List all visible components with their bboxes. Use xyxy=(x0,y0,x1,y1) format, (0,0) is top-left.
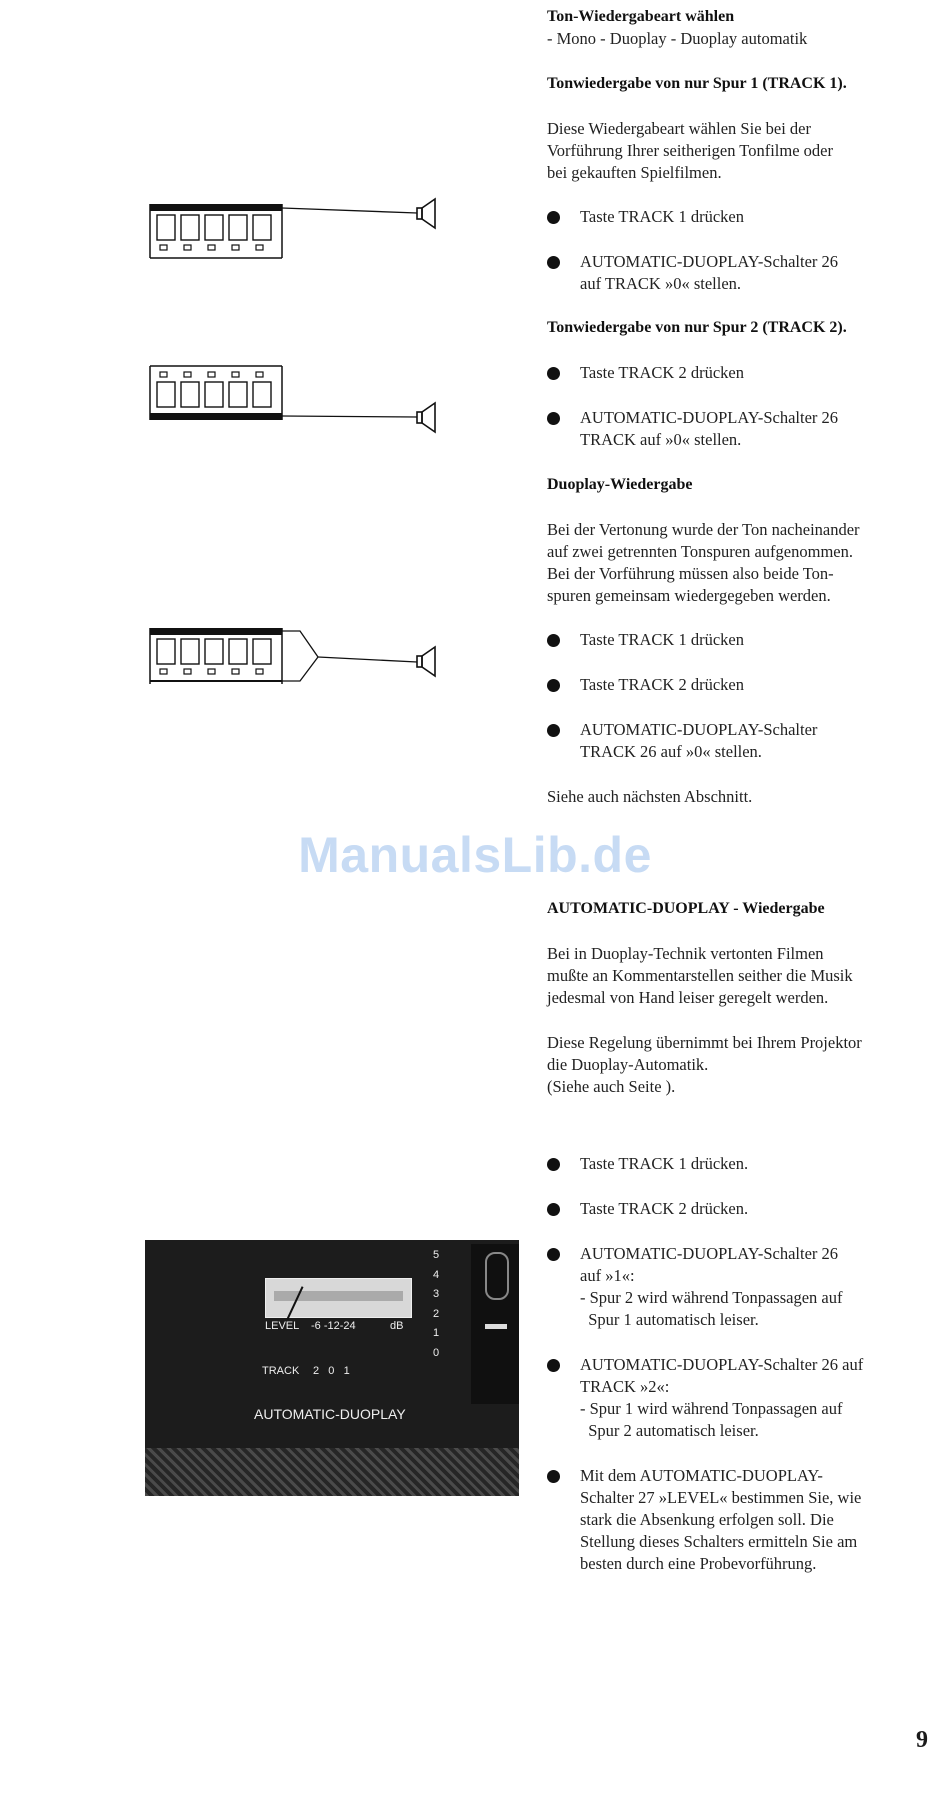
speaker-icon xyxy=(417,199,435,228)
list-item: Taste TRACK 2 drücken. xyxy=(547,1198,937,1220)
meter-scale: 5 4 3 2 1 0 xyxy=(433,1249,440,1359)
page-number: 9 xyxy=(916,1727,928,1753)
bullet-icon xyxy=(547,634,560,647)
bullet-icon xyxy=(547,1248,560,1261)
film-strip-icon xyxy=(150,204,282,258)
auto-para2: Diese Regelung übernimmt bei Ihrem Projektor die Duoplay-Automatik. (Siehe auch Seite ). xyxy=(547,1033,862,1096)
list-item: Taste TRACK 1 drücken xyxy=(547,629,937,651)
list-item: AUTOMATIC-DUOPLAY-Schalter 26 auf TRACK »2«: - Spur 1 wird während Tonpassagen auf Spur 2 automatisch leiser. xyxy=(547,1354,937,1442)
list-item: AUTOMATIC-DUOPLAY-Schalter 26 auf »1«: - Spur 2 wird während Tonpassagen auf Spur 1 automatisch leiser. xyxy=(547,1243,937,1331)
bullet-icon xyxy=(547,679,560,692)
track1-diagram xyxy=(145,196,445,266)
list-item: AUTOMATIC-DUOPLAY-Schalter 26 auf TRACK »0« stellen. xyxy=(547,251,937,295)
bullet-icon xyxy=(547,1470,560,1483)
speaker-icon xyxy=(417,403,435,432)
track1-intro: Diese Wiedergabeart wählen Sie bei der Vorführung Ihrer seitherigen Tonfilme oder bei gekauften Spielfilmen. xyxy=(547,119,833,182)
switch-knob xyxy=(471,1244,519,1404)
track-label: TRACK xyxy=(262,1365,300,1377)
list-item: Taste TRACK 1 drücken xyxy=(547,206,937,228)
duoplay-diagram xyxy=(145,622,445,692)
control-panel-photo xyxy=(145,1240,519,1496)
bullet-icon xyxy=(547,412,560,425)
duoplay-note: Siehe auch nächsten Abschnitt. xyxy=(547,787,753,806)
speaker-icon xyxy=(417,647,435,676)
auto-para1: Bei in Duoplay-Technik vertonten Filmen mußte an Kommentarstellen seither die Musik jedesmal von Hand leiser geregelt werden. xyxy=(547,944,853,1007)
bullet-icon xyxy=(547,724,560,737)
level-scale: -6 -12-24 xyxy=(311,1320,356,1332)
section-subtitle-select: - Mono - Duoplay - Duoplay automatik xyxy=(547,29,808,48)
bullet-icon xyxy=(547,256,560,269)
list-item: AUTOMATIC-DUOPLAY-Schalter TRACK 26 auf »0« stellen. xyxy=(547,719,937,763)
watermark: ManualsLib.de xyxy=(298,827,652,883)
level-label: LEVEL xyxy=(265,1320,300,1332)
db-label: dB xyxy=(390,1320,404,1332)
duoplay-intro: Bei der Vertonung wurde der Ton nacheinander auf zwei getrennten Tonspuren aufgenommen. Bei der Vorführung müssen also beide Ton- spuren gemeinsam wiedergegeben werden. xyxy=(547,520,860,605)
level-meter xyxy=(265,1278,412,1318)
panel-texture xyxy=(145,1448,519,1496)
bullet-icon xyxy=(547,1203,560,1216)
section-title-auto: AUTOMATIC-DUOPLAY - Wiedergabe xyxy=(547,900,825,917)
list-item: Mit dem AUTOMATIC-DUOPLAY- Schalter 27 »LEVEL« bestimmen Sie, wie stark die Absenkung erfolgen soll. Die Stellung dieses Schalters ermitteln Sie am besten durch eine Probevorführung. xyxy=(547,1465,937,1575)
bullet-icon xyxy=(547,367,560,380)
section-title-track1: Tonwiedergabe von nur Spur 1 (TRACK 1). xyxy=(547,75,847,92)
automatic-duoplay-label: AUTOMATIC-DUOPLAY xyxy=(254,1406,406,1422)
film-strip-icon xyxy=(150,366,282,420)
section-title-select: Ton-Wiedergabeart wählen xyxy=(547,8,735,25)
track2-diagram xyxy=(145,362,445,442)
film-strip-icon xyxy=(150,628,282,684)
list-item: Taste TRACK 1 drücken. xyxy=(547,1153,937,1175)
list-item: Taste TRACK 2 drücken xyxy=(547,362,937,384)
bullet-icon xyxy=(547,1158,560,1171)
list-item: AUTOMATIC-DUOPLAY-Schalter 26 TRACK auf »0« stellen. xyxy=(547,407,937,451)
section-title-duoplay: Duoplay-Wiedergabe xyxy=(547,476,693,493)
track-positions: 2 0 1 xyxy=(313,1365,350,1377)
bullet-icon xyxy=(547,1359,560,1372)
bullet-icon xyxy=(547,211,560,224)
list-item: Taste TRACK 2 drücken xyxy=(547,674,937,696)
section-title-track2: Tonwiedergabe von nur Spur 2 (TRACK 2). xyxy=(547,319,847,336)
